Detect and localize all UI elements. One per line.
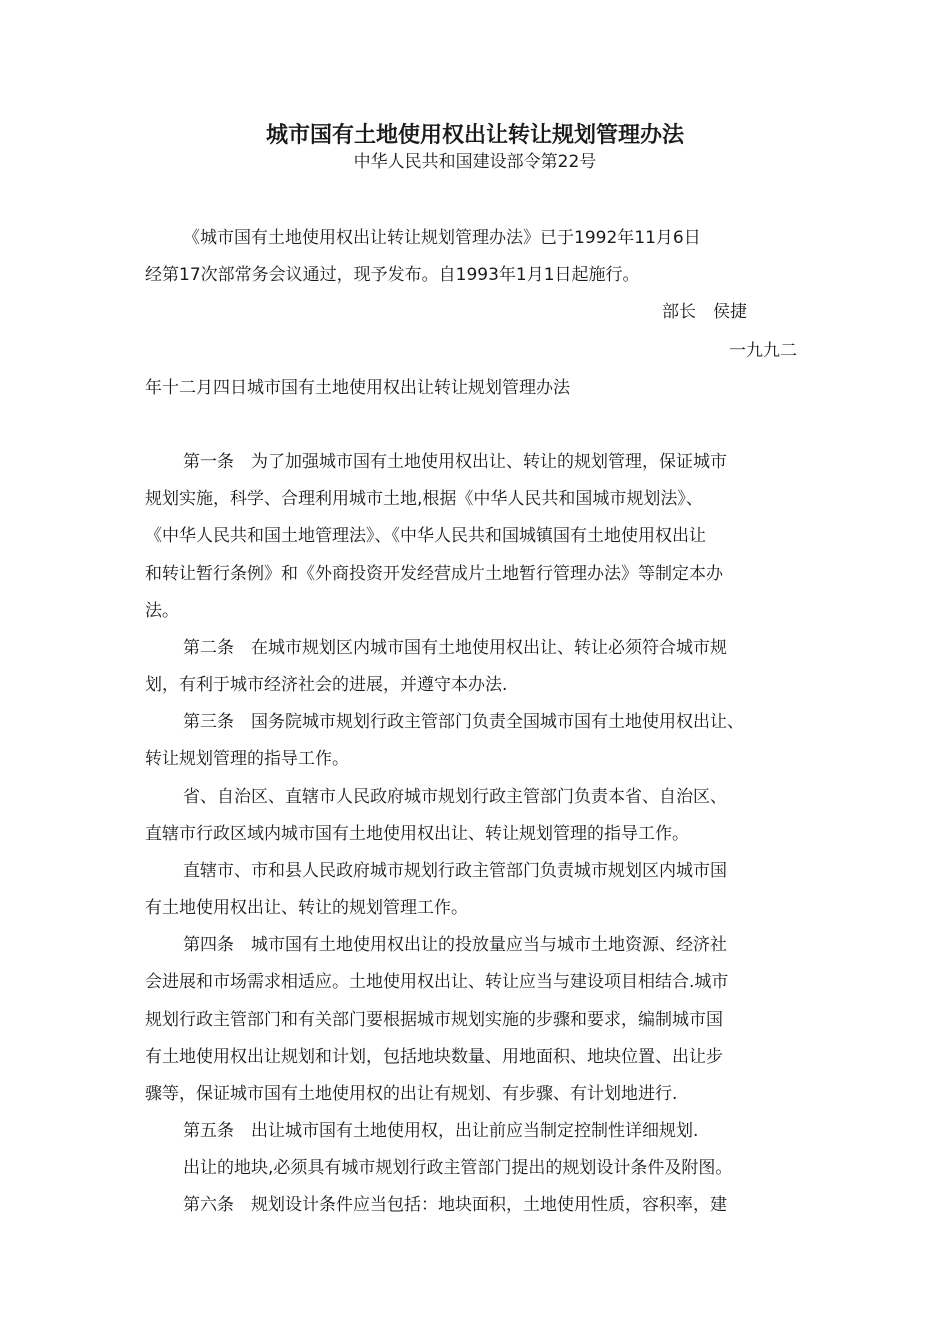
article-3-line: 有土地使用权出让、转让的规划管理工作。 xyxy=(145,898,468,918)
article-2-line: 划，有利于城市经济社会的进展，并遵守本办法. xyxy=(145,675,508,695)
signature-line: 部长 侯捷 xyxy=(662,302,747,322)
article-1-line: 规划实施，科学、合理利用城市土地,根据《中华人民共和国城市规划法》、 xyxy=(145,489,703,509)
article-3-line: 直辖市行政区域内城市国有土地使用权出让、转让规划管理的指导工作。 xyxy=(145,824,689,844)
article-1-line: 和转让暂行条例》和《外商投资开发经营成片土地暂行管理办法》等制定本办 xyxy=(145,564,723,584)
article-5-line: 第五条 出让城市国有土地使用权，出让前应当制定控制性详细规划. xyxy=(183,1121,699,1141)
article-1-line: 法。 xyxy=(145,601,179,621)
preamble-line: 《城市国有土地使用权出让转让规划管理办法》已于1992年11月6日 xyxy=(183,228,701,248)
article-5-line: 出让的地块,必须具有城市规划行政主管部门提出的规划设计条件及附图。 xyxy=(183,1158,733,1178)
date-line: 一九九二 xyxy=(729,341,797,361)
article-3-line: 省、自治区、直辖市人民政府城市规划行政主管部门负责本省、自治区、 xyxy=(183,787,727,807)
date-title-line: 年十二月四日城市国有土地使用权出让转让规划管理办法 xyxy=(145,378,570,398)
article-1-line: 《中华人民共和国土地管理法》、《中华人民共和国城镇国有土地使用权出让 xyxy=(145,526,706,546)
article-4-line: 会进展和市场需求相适应。土地使用权出让、转让应当与建设项目相结合.城市 xyxy=(145,972,729,992)
document-title: 城市国有土地使用权出让转让规划管理办法 xyxy=(265,123,684,148)
document-subtitle: 中华人民共和国建设部令第22号 xyxy=(353,152,597,172)
article-6-line: 第六条 规划设计条件应当包括：地块面积，土地使用性质，容积率，建 xyxy=(183,1195,727,1215)
article-1-line: 第一条 为了加强城市国有土地使用权出让、转让的规划管理，保证城市 xyxy=(183,452,727,472)
article-2-line: 第二条 在城市规划区内城市国有土地使用权出让、转让必须符合城市规 xyxy=(183,638,727,658)
preamble-line: 经第17次部常务会议通过，现予发布。自1993年1月1日起施行。 xyxy=(145,265,640,285)
article-3-line: 转让规划管理的指导工作。 xyxy=(145,749,349,769)
article-3-line: 直辖市、市和县人民政府城市规划行政主管部门负责城市规划区内城市国 xyxy=(183,861,727,881)
article-3-line: 第三条 国务院城市规划行政主管部门负责全国城市国有土地使用权出让、 xyxy=(183,712,744,732)
article-4-line: 有土地使用权出让规划和计划，包括地块数量、用地面积、地块位置、出让步 xyxy=(145,1047,723,1067)
article-4-line: 规划行政主管部门和有关部门要根据城市规划实施的步骤和要求，编制城市国 xyxy=(145,1010,723,1030)
article-4-line: 第四条 城市国有土地使用权出让的投放量应当与城市土地资源、经济社 xyxy=(183,935,727,955)
article-4-line: 骤等，保证城市国有土地使用权的出让有规划、有步骤、有计划地进行. xyxy=(145,1084,678,1104)
